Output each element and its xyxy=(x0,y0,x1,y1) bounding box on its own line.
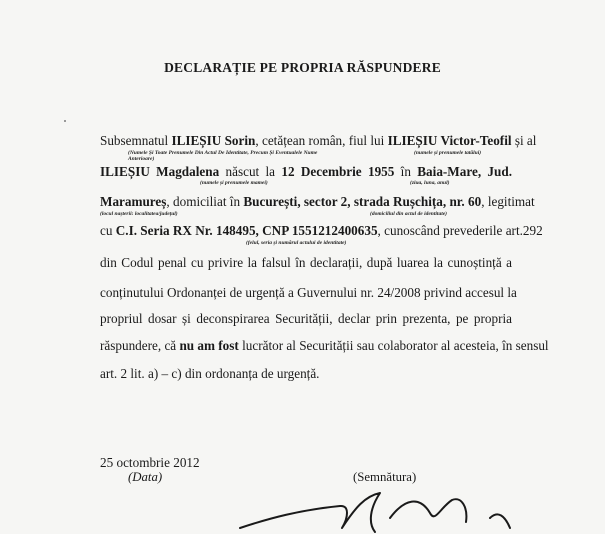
note-address: (domiciliul din actul de identitate) xyxy=(370,211,447,217)
declaration-date: 25 octombrie 2012 xyxy=(100,455,200,470)
statement-emphasis: nu am fost xyxy=(179,338,239,353)
father-name: ILIEȘIU Victor-Teofil xyxy=(387,133,512,148)
body-line-4 xyxy=(100,223,543,239)
text: născut la xyxy=(219,164,282,179)
signature-label: (Semnătura) xyxy=(353,470,417,484)
scan-speck xyxy=(64,120,66,122)
body-line-1 xyxy=(100,133,537,149)
text: în xyxy=(394,164,418,179)
text: , legitimat xyxy=(481,194,535,209)
text: Subsemnatul xyxy=(100,133,172,148)
date-label: (Data) xyxy=(128,470,163,484)
body-line-6: conținutului Ordonanței de urgență a Guvernului nr. 24/2008 privind accesul la xyxy=(100,285,517,300)
note-birth-date: (ziua, luna, anul) xyxy=(410,180,450,186)
declarant-name: ILIEȘIU Sorin xyxy=(171,133,256,148)
body-line-8 xyxy=(100,338,549,354)
text: , domiciliat în xyxy=(166,194,244,209)
text: lucrător al Securității sau colaborator al acesteia, în sensul xyxy=(238,338,549,353)
body-line-9: art. 2 lit. a) – c) din ordonanța de urgență. xyxy=(100,366,320,381)
body-line-3 xyxy=(100,194,535,210)
id-document: C.I. Seria RX Nr. 148495, CNP 1551212400635 xyxy=(115,223,378,238)
birth-place: Baia-Mare, Jud. xyxy=(417,164,512,179)
birth-date: 12 Decembrie 1955 xyxy=(281,164,395,179)
body-line-7: propriul dosar și deconspirarea Securității, declar prin prezenta, pe propria xyxy=(100,311,512,326)
handwritten-signature xyxy=(230,488,530,534)
text: , cetățean român, fiul lui xyxy=(255,133,388,148)
note-father-name: (numele și prenumele tatălui) xyxy=(414,150,482,156)
text: și al xyxy=(511,133,537,148)
mother-name: ILIEȘIU Magdalena xyxy=(100,164,220,179)
note-id-document: (felul, seria și numărul actului de identitate) xyxy=(246,240,347,246)
note-full-name: (Numele Și Toate Prenumele Din Actul De Identitate, Precum Și Eventualele Nume Anterioare) xyxy=(128,150,318,162)
text: , cunoscând prevederile art.292 xyxy=(377,223,543,238)
document-title: DECLARAȚIE PE PROPRIA RĂSPUNDERE xyxy=(164,60,441,75)
address: București, sector 2, strada Rușchița, nr. 60 xyxy=(243,194,482,209)
body-line-5: din Codul penal cu privire la falsul în declarații, după luarea la cunoștință a xyxy=(100,255,512,270)
birth-county: Maramureș xyxy=(100,194,167,209)
note-birth-place: (locul nașterii: localitatea/județul) xyxy=(100,211,178,217)
note-mother-name: (numele și prenumele mamei) xyxy=(200,180,268,186)
body-line-2 xyxy=(100,164,512,180)
text: cu xyxy=(100,223,116,238)
text: răspundere, că xyxy=(100,338,180,353)
